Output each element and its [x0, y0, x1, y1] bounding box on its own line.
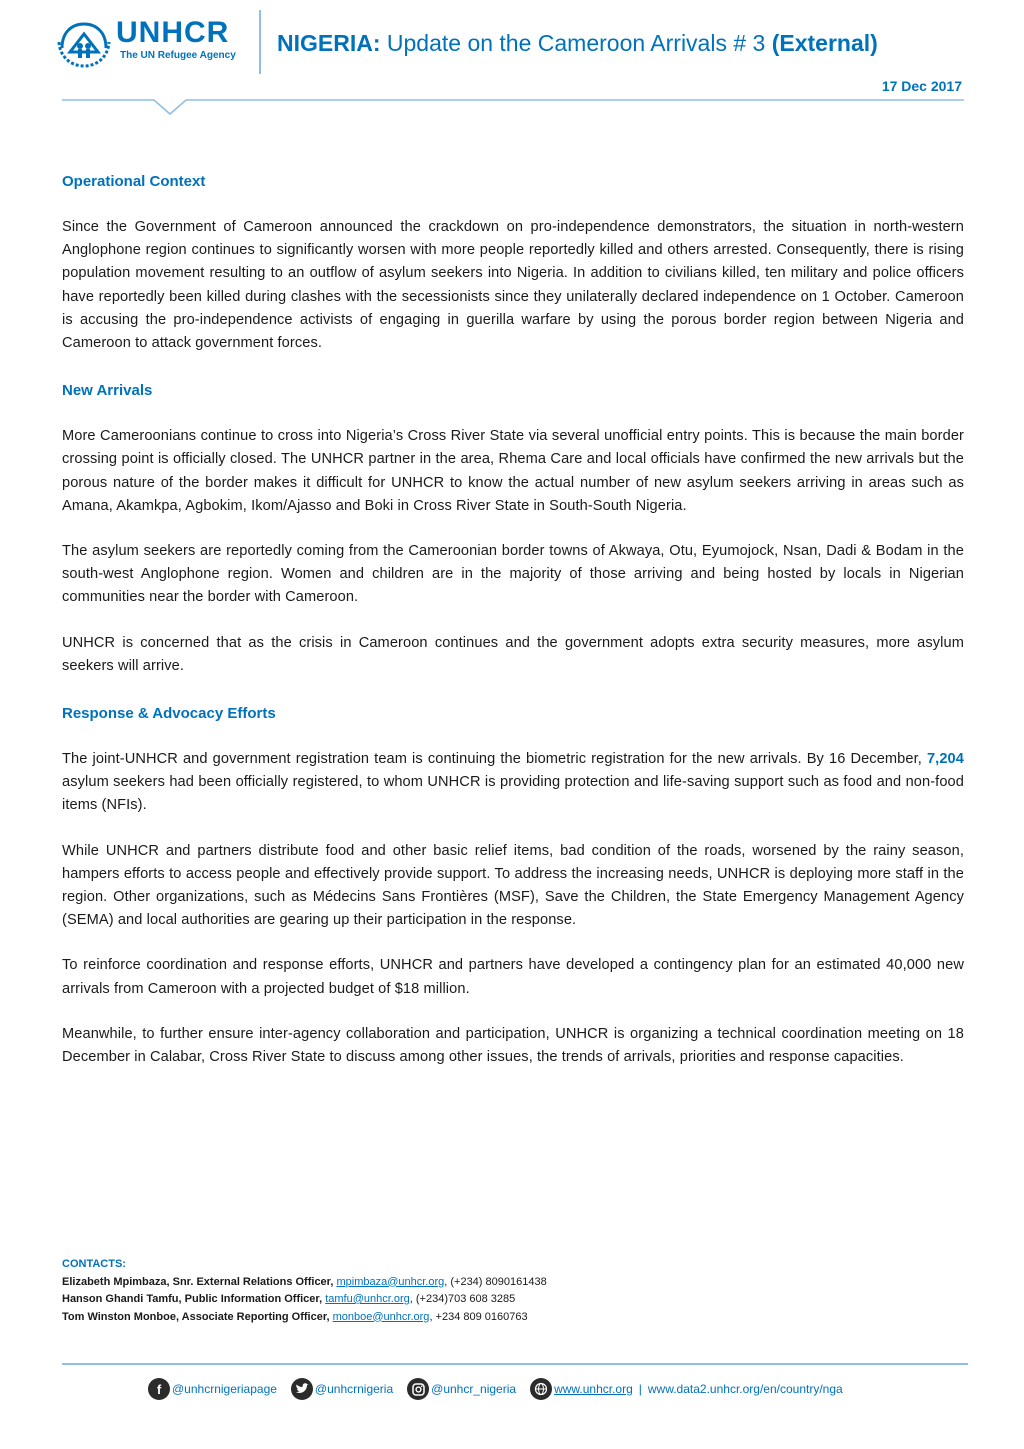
footer-links: [148, 1378, 843, 1400]
twitter-handle[interactable]: @unhcrnigeria: [314, 1382, 394, 1396]
instagram-icon: [407, 1378, 429, 1400]
twitter-icon: [291, 1378, 313, 1400]
header-divider: [259, 10, 261, 74]
data-portal-link[interactable]: www.data2.unhcr.org/en/country/nga: [647, 1382, 843, 1396]
report-header: [0, 0, 1024, 120]
contact-line-3: [62, 1309, 547, 1327]
title-country: NIGERIA:: [277, 30, 381, 56]
footer-separator: |: [638, 1382, 642, 1396]
contact-line-2: [62, 1291, 547, 1309]
contact-1-phone: , (+234) 8090161438: [444, 1275, 547, 1288]
response-paragraph-2: While UNHCR and partners distribute food and other basic relief items, bad condition of the roads, worsened by the rainy season, hampers efforts to access people and effectively provide support. To address the increasing needs, UNHCR is deploying more staff in the region. Other organizations, such as Médecins Sans Frontières (MSF), Save the Children, the State Emergency Management Agency (SEMA) and local authorities are gearing up their participation in the response.: [62, 842, 964, 929]
section-heading-response: Response & Advocacy Efforts: [62, 705, 276, 723]
arrivals-paragraph-3: UNHCR is concerned that as the crisis in Cameroon continues and the government adopts extra security measures, more asylum seekers will arrive.: [62, 634, 964, 674]
contact-line-1: [62, 1274, 547, 1292]
contact-1-name: Elizabeth Mpimbaza, Snr. External Relations Officer,: [62, 1275, 337, 1288]
website-link[interactable]: www.unhcr.org: [554, 1382, 633, 1396]
footer-rule: [62, 1363, 968, 1365]
report-body: [62, 168, 964, 1091]
contacts-block: [62, 1256, 547, 1326]
section-heading-arrivals: New Arrivals: [62, 382, 153, 400]
response-p1-start: The joint-UNHCR and government registration team is continuing the biometric registration for the new arrivals. By 16 December,: [62, 751, 927, 768]
title-main: Update on the Cameroon Arrivals # 3: [380, 30, 772, 56]
contact-3-phone: , +234 809 0160763: [429, 1310, 528, 1323]
registered-count: 7,204: [926, 751, 964, 768]
report-title: [277, 30, 878, 57]
response-p1-end: asylum seekers had been officially registered, to whom UNHCR is providing protection and life-saving support such as food and non-food items (NFIs).: [62, 774, 964, 814]
report-date: 17 Dec 2017: [881, 78, 962, 94]
facebook-icon: f: [148, 1378, 170, 1400]
contact-2-phone: , (+234)703 608 3285: [409, 1293, 516, 1305]
globe-icon: [530, 1378, 552, 1400]
footer-website[interactable]: [530, 1378, 633, 1400]
response-paragraph-1: [62, 748, 964, 818]
response-paragraph-3: To reinforce coordination and response efforts, UNHCR and partners have developed a contingency plan for an estimated 40,000 new arrivals from Cameroon with a projected budget of $18 million.: [62, 957, 964, 997]
logo-wordmark: UNHCR: [116, 16, 230, 49]
section-heading-operational: Operational Context: [62, 173, 206, 190]
title-tag: (External): [771, 30, 878, 56]
contact-2-email-link[interactable]: tamfu@unhcr.org: [325, 1293, 410, 1305]
footer-facebook[interactable]: [148, 1378, 277, 1400]
contacts-heading: CONTACTS:: [62, 1258, 126, 1270]
header-rule: [62, 95, 964, 117]
arrivals-paragraph-1: More Cameroonians continue to cross into Nigeria’s Cross River State via several unofficial entry points. This is because the main border crossing point is officially closed. The UNHCR partner in the area, Rhema Care and local officials have confirmed the new arrivals but the porous nature of the border makes it difficult for UNHCR to know the actual number of new asylum seekers arriving in areas such as Amana, Akamkpa, Agbokim, Ikom/Ajasso and Boki in Cross River State in South-South Nigeria.: [62, 428, 964, 514]
operational-paragraph-1: Since the Government of Cameroon announced the crackdown on pro-independence demonstrators, the situation in north-western Anglophone region continues to significantly worsen with more people reportedly killed and others arrested. Consequently, there is rising population movement resulting to an outflow of asylum seekers into Nigeria. In addition to civilians killed, ten military and police officers have reportedly been killed during clashes with the secessionists since they unilaterally declared independence on 1 October. Cameroon is accusing the pro-independence activists of engaging in guerilla warfare by using the porous border region between Nigeria and Cameroon to attack government forces.: [62, 219, 964, 352]
unhcr-logo: [56, 18, 236, 70]
contact-3-name: Tom Winston Monboe, Associate Reporting Officer,: [62, 1310, 333, 1323]
unhcr-emblem-icon: [56, 18, 112, 70]
facebook-handle[interactable]: @unhcrnigeriapage: [172, 1382, 277, 1396]
response-paragraph-4: Meanwhile, to further ensure inter-agency collaboration and participation, UNHCR is organizing a technical coordination meeting on 18 December in Calabar, Cross River State to discuss among other issues, the trends of arrivals, priorities and response capacities.: [62, 1025, 964, 1066]
footer-twitter[interactable]: [291, 1378, 393, 1400]
contact-1-email-link[interactable]: mpimbaza@unhcr.org: [336, 1275, 445, 1288]
instagram-handle[interactable]: @unhcr_nigeria: [431, 1382, 517, 1396]
contact-3-email-link[interactable]: monboe@unhcr.org: [332, 1310, 430, 1323]
arrivals-paragraph-2: The asylum seekers are reportedly coming from the Cameroonian border towns of Akwaya, Otu, Eyumojock, Nsan, Dadi & Bodam in the south-west Anglophone region. Women and children are in the majority of those arriving and being hosted by locals in Nigerian communities near the border with Cameroon.: [62, 543, 964, 606]
footer-instagram[interactable]: [407, 1378, 516, 1400]
contact-2-name: Hanson Ghandi Tamfu, Public Information Officer,: [62, 1293, 326, 1305]
logo-subtitle: The UN Refugee Agency: [120, 50, 236, 61]
